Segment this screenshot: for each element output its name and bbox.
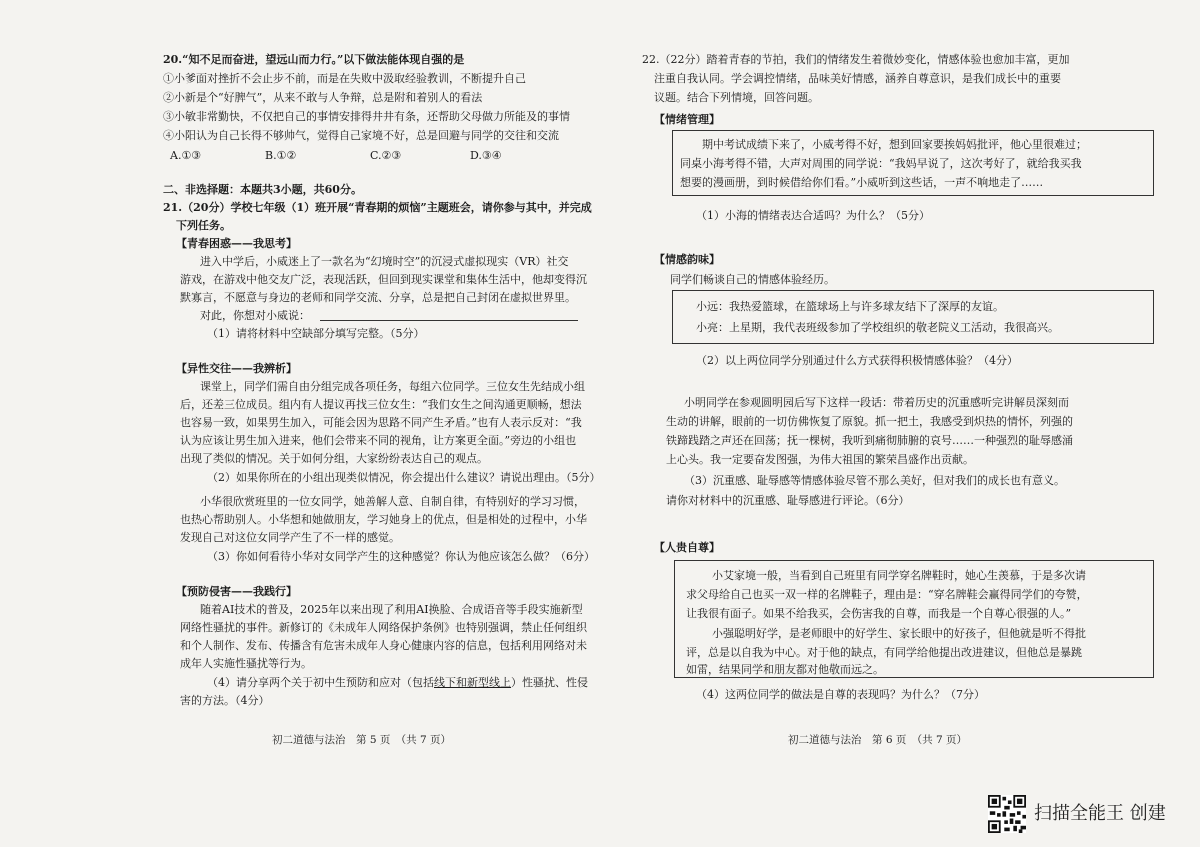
q20-option-4: ④小阳认为自己长得不够帅气，觉得自己家境不好，总是回避与同学的交往和交流 bbox=[163, 129, 559, 142]
q21-material-1-line-3: 默寡言，不愿意与身边的老师和同学交流、分享，总是把自己封闭在虚拟世界里。 bbox=[180, 291, 576, 304]
q21-material-3-line-3: 发现自己对这位女同学产生了不一样的感觉。 bbox=[180, 531, 400, 544]
scenario-3-line-4: 小强聪明好学，是老师眼中的好学生、家长眼中的好孩子，但他就是听不得批 bbox=[712, 627, 1086, 640]
q21-material-3-line-1: 小华很欣赏班里的一位女同学，她善解人意、自制自律，有特别好的学习习惯， bbox=[200, 495, 585, 508]
q22-material-3-line-4: 上心头。我一定要奋发图强，为伟大祖国的繁荣昌盛作出贡献。 bbox=[666, 453, 974, 466]
q22-sub-question-2: （2）以上两位同学分别通过什么方式获得积极情感体验？（4分） bbox=[696, 354, 1018, 367]
q20-stem: 20.“知不足而奋进，望远山而力行。”以下做法能体现自强的是 bbox=[163, 53, 465, 66]
q22-sub-question-3-line-2: 请你对材料中的沉重感、耻辱感进行评论。（6分） bbox=[666, 494, 910, 507]
scenario-3-line-3: 让我很有面子。如果不给我买，会伤害我的自尊，而我是一个自尊心很强的人。” bbox=[686, 607, 1072, 620]
q21-sub-question-4-underlined: 线下和新型线上 bbox=[434, 676, 511, 689]
q21-stem-line-2: 下列任务。 bbox=[176, 219, 231, 232]
q20-option-3: ③小敏非常勤快，不仅把自己的事情安排得井井有条，还帮助父母做力所能及的事情 bbox=[163, 110, 570, 123]
q21-material-1-line-1: 进入中学后，小威迷上了一款名为“幻境时空”的沉浸式虚拟现实（VR）社交 bbox=[200, 255, 569, 268]
answer-blank-line[interactable] bbox=[320, 320, 578, 321]
q21-material-2-line-2: 后，还差三位成员。组内有人提议再找三位女生：“我们女生之间沟通更顺畅，想法 bbox=[180, 398, 582, 411]
q20-choice-b: B.①② bbox=[265, 149, 297, 162]
q21-sub-question-2: （2）如果你所在的小组出现类似情况，你会提出什么建议？请说出理由。（5分） bbox=[207, 471, 601, 484]
q21-material-2-line-1: 课堂上，同学们需自由分组完成各项任务，每组六位同学。三位女生先结成小组 bbox=[200, 380, 585, 393]
q22-stem-line-1: 22.（22分）踏着青春的节拍，我们的情绪发生着微妙变化，情感体验也愈加丰富，更加 bbox=[642, 53, 1070, 66]
q22-material-3-line-1: 小明同学在参观圆明园后写下这样一段话：带着历史的沉重感听完讲解员深刻而 bbox=[684, 396, 1069, 409]
q20-option-2: ②小新是个“好脾气”，从来不敢与人争辩，总是附和着别人的看法 bbox=[163, 91, 483, 104]
q21-material-2-line-3: 也容易一致，如果男生加入，可能会因为思路不同产生矛盾。”也有人表示反对：“我 bbox=[180, 416, 582, 429]
q20-option-1: ①小爹面对挫折不会止步不前，而是在失败中汲取经验教训，不断提升自己 bbox=[163, 72, 526, 85]
q22-section-heading-3: 【人贵自尊】 bbox=[654, 541, 720, 554]
q21-sub-question-4 bbox=[207, 673, 588, 692]
section-2-heading: 二、非选择题：本题共3小题，共60分。 bbox=[163, 183, 362, 196]
scenario-3-line-1: 小艾家境一般，当看到自己班里有同学穿名牌鞋时，她心生羡慕，于是多次请 bbox=[712, 569, 1086, 582]
scanner-watermark-text: 扫描全能王 创建 bbox=[1034, 803, 1166, 824]
q22-section-heading-1: 【情绪管理】 bbox=[654, 113, 720, 126]
q21-material-3-line-2: 也热心帮助别人。小华想和她做朋友，学习她身上的优点，但是相处的过程中，小华 bbox=[180, 513, 587, 526]
q20-choice-c: C.②③ bbox=[370, 149, 402, 162]
q22-stem-line-3: 议题。结合下列情境，回答问题。 bbox=[654, 91, 819, 104]
q21-material-2-line-5: 出现了类似的情况。关于如何分组，大家纷纷表达自己的观点。 bbox=[180, 452, 488, 465]
q22-sub-question-1: （1）小海的情绪表达合适吗？为什么？（5分） bbox=[696, 209, 930, 222]
q21-material-2-line-4: 认为应该让男生加入进来，他们会带来不同的视角，让方案更全面。”旁边的小组也 bbox=[180, 434, 577, 447]
exam-page-6 bbox=[600, 0, 1200, 847]
q21-sub-question-4-part-1: （4）请分享两个关于初中生预防和应对（包括 bbox=[207, 676, 434, 689]
q22-material-3-line-3: 铁蹄践踏之声还在回荡；抚一棵树，我听到痛彻肺腑的哀号……一种强烈的耻辱感涌 bbox=[666, 434, 1073, 447]
scenario-3-line-2: 求父母给自己也买一双一样的名牌鞋子，理由是：“穿名牌鞋会赢得同学们的夸赞， bbox=[686, 588, 1088, 601]
page-footer-5: 初二道德与法治 第 5 页 （共 7 页） bbox=[272, 734, 451, 746]
scenario-3-line-6: 如雷，结果同学和朋友都对他敬而远之。 bbox=[686, 663, 884, 676]
q21-section-heading-2: 【异性交往——我辨析】 bbox=[176, 362, 297, 375]
q21-section-heading-1: 【青春困惑——我思考】 bbox=[176, 237, 297, 250]
q21-stem-line-1: 21.（20分）学校七年级（1）班开展“青春期的烦恼”主题班会，请你参与其中，并完成 bbox=[163, 201, 592, 214]
q21-material-4-line-4: 成年人实施性骚扰等行为。 bbox=[180, 657, 312, 670]
q21-section-heading-3: 【预防侵害——我践行】 bbox=[176, 585, 297, 598]
scenario-1-line-2: 同桌小海考得不错，大声对周围的同学说：“我妈早说了，这次考好了，就给我买我 bbox=[680, 157, 1082, 170]
scenario-2-line-2: 小亮：上星期，我代表班级参加了学校组织的敬老院义工活动，我很高兴。 bbox=[696, 321, 1059, 334]
q22-sub-question-3-line-1: （3）沉重感、耻辱感等情感体验尽管不那么美好，但对我们的成长也有意义。 bbox=[684, 474, 1065, 487]
scenario-3-line-5: 评，总是以自我为中心。对于他的缺点，有同学给他提出改进建议，但他总是暴跳 bbox=[686, 646, 1082, 659]
q22-material-2-intro: 同学们畅谈自己的情感体验经历。 bbox=[670, 273, 835, 286]
q21-sub-question-4-line-2: 害的方法。（4分） bbox=[180, 694, 270, 707]
scenario-2-line-1: 小远：我热爱篮球，在篮球场上与许多球友结下了深厚的友谊。 bbox=[696, 300, 1004, 313]
q21-material-1-line-4: 对此，你想对小威说： bbox=[200, 309, 310, 322]
q20-choice-a: A.①③ bbox=[170, 149, 202, 162]
q21-sub-question-4-part-2: ）性骚扰、性侵 bbox=[511, 676, 588, 689]
qr-code-icon bbox=[988, 795, 1026, 833]
q22-material-3-line-2: 生动的讲解，眼前的一切仿佛恢复了原貌。抓一把土，我感受到炽热的情怀，列强的 bbox=[666, 415, 1073, 428]
q22-stem-line-2: 注重自我认同。学会调控情绪，品味美好情感，涵养自尊意识，是我们成长中的重要 bbox=[654, 72, 1061, 85]
q21-sub-question-3: （3）你如何看待小华对女同学产生的这种感觉？你认为他应该怎么做？（6分） bbox=[207, 550, 595, 563]
q22-section-heading-2: 【情感韵味】 bbox=[654, 253, 720, 266]
q21-material-4-line-2: 网络性骚扰的事件。新修订的《未成年人网络保护条例》也特别强调，禁止任何组织 bbox=[180, 621, 587, 634]
q21-material-1-line-2: 游戏，在游戏中他交友广泛，表现活跃，但回到现实课堂和集体生活中，他却变得沉 bbox=[180, 273, 587, 286]
q21-material-4-line-3: 和个人制作、发布、传播含有危害未成年人身心健康内容的信息，包括利用网络对未 bbox=[180, 639, 587, 652]
page-footer-6: 初二道德与法治 第 6 页 （共 7 页） bbox=[788, 734, 967, 746]
q21-sub-question-1: （1）请将材料中空缺部分填写完整。（5分） bbox=[207, 327, 425, 340]
q22-sub-question-4: （4）这两位同学的做法是自尊的表现吗？为什么？（7分） bbox=[696, 688, 985, 701]
q20-choice-d: D.③④ bbox=[470, 149, 502, 162]
scenario-1-line-1: 期中考试成绩下来了，小威考得不好，想到回家要挨妈妈批评，他心里很难过； bbox=[702, 138, 1087, 151]
scenario-1-line-3: 想要的漫画册，到时候借给你们看。”小威听到这些话，一声不响地走了…… bbox=[680, 176, 1044, 189]
scanner-watermark bbox=[988, 795, 1188, 835]
q21-material-4-line-1: 随着AI技术的普及，2025年以来出现了利用AI换脸、合成语音等手段实施新型 bbox=[200, 603, 583, 616]
